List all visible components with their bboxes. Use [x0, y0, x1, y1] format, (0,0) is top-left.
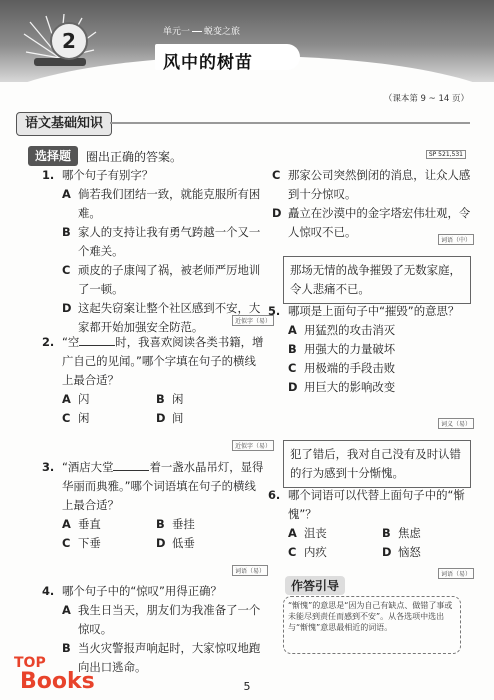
option-d[interactable]: D 这起失窃案让整个社区感到不安，大家都开始加强安全防范。	[62, 301, 261, 334]
topbooks-logo: TOP Books	[14, 655, 95, 694]
option-c[interactable]: C 内疚	[288, 545, 327, 559]
option-d[interactable]: D 矗立在沙漠中的金字塔宏伟壮观，令人惊叹不已。	[272, 206, 471, 239]
option-c[interactable]: C 下垂	[62, 536, 101, 550]
question-4: 4. 哪个句子中的“惊叹”用得正确？ A 我生日当天，朋友们为我准备了一个惊叹。 B 当火灾警报声响起时，大家惊叹地跑向出口逃命。	[42, 582, 264, 677]
option-c[interactable]: C 那家公司突然倒闭的消息，让众人感到十分惊叹。	[272, 168, 471, 201]
lesson-title: 风中的树苗	[163, 53, 253, 73]
option-a[interactable]: A 沮丧	[288, 526, 327, 540]
difficulty-tag: 词语（中）	[438, 234, 474, 245]
question-stem: “酒店大堂 着一盏水晶吊灯，显得华丽而典雅。”哪个词语填在句子的横线上最合适？	[62, 460, 264, 512]
question-stem: 哪个词语可以代替上面句子中的“惭愧”？	[288, 488, 465, 521]
question-6: 6. 哪个词语可以代替上面句子中的“惭愧”？ A 沮丧 B 焦虑 C 内疚 D 恼怒	[268, 486, 472, 562]
difficulty-tag: 近似字（易）	[232, 440, 274, 451]
page-number: 5	[243, 680, 251, 693]
answer-blank	[79, 334, 115, 346]
option-d[interactable]: D 低垂	[156, 536, 195, 550]
option-c[interactable]: C 闲	[62, 411, 90, 425]
answer-guide-title: 作答引导	[285, 576, 345, 595]
quoted-passage: 那场无情的战争摧毁了无数家庭，令人悲痛不已。	[283, 256, 471, 304]
textbook-reference: （课本第 9 ~ 14 页）	[383, 94, 469, 104]
page-header	[0, 0, 494, 82]
option-b[interactable]: B 闲	[156, 392, 184, 406]
lesson-number: 2	[50, 22, 88, 60]
instruction: 圈出正确的答案。	[86, 150, 183, 164]
answer-guide-text: “惭愧”的意思是“因为自己有缺点、做错了事或未能尽到责任而感到不安”。从各选项中选出与“惭愧”意思最相近的词语。	[283, 596, 461, 654]
sp-code: SP 521,531	[426, 150, 466, 159]
question-stem: 哪个句子有别字？	[62, 168, 154, 182]
difficulty-tag: 词语（易）	[438, 568, 474, 579]
option-a[interactable]: A 倘若我们团结一致，就能克服所有困难。	[62, 187, 261, 220]
quoted-passage: 犯了错后，我对自己没有及时认错的行为感到十分惭愧。	[283, 440, 471, 488]
section-heading: 语文基础知识	[16, 112, 112, 136]
option-a[interactable]: A 垂直	[62, 517, 101, 531]
difficulty-tag: 词语（易）	[232, 565, 268, 576]
question-stem: 哪项是上面句子中“摧毁”的意思？	[288, 304, 460, 318]
question-1: 1. 哪个句子有别字？ A 倘若我们团结一致，就能克服所有困难。 B 家人的支持让我有勇气跨越一个又一个难关。 C 顽皮的子康闯了祸，被老师严厉地训了一顿。 D 这起失窃案让整个社区感到不安，大家都开始加强安全防范。	[42, 166, 264, 337]
option-a[interactable]: A 我生日当天，朋友们为我准备了一个惊叹。	[62, 603, 261, 636]
unit-tag: 单元一 蜕变之旅	[163, 27, 241, 37]
option-d[interactable]: D 用巨大的影响改变	[288, 380, 396, 394]
question-3: 3. “酒店大堂 着一盏水晶吊灯，显得华丽而典雅。”哪个词语填在句子的横线上最合适？ A 垂直 B 垂挂 C 下垂 D 低垂	[42, 458, 264, 553]
difficulty-tag: 近似字（易）	[232, 315, 274, 326]
option-b[interactable]: B 当火灾警报声响起时，大家惊叹地跑向出口逃命。	[62, 641, 261, 674]
question-5: 5. 哪项是上面句子中“摧毁”的意思？ A 用猛烈的攻击消灭 B 用强大的力量破坏 C 用极端的手段击败 D 用巨大的影响改变	[268, 302, 472, 397]
option-b[interactable]: B 家人的支持让我有勇气跨越一个又一个难关。	[62, 225, 261, 258]
option-b[interactable]: B 垂挂	[156, 517, 195, 531]
option-a[interactable]: A 闪	[62, 392, 90, 406]
option-c[interactable]: C 顽皮的子康闯了祸，被老师严厉地训了一顿。	[62, 263, 261, 296]
option-b[interactable]: B 用强大的力量破坏	[288, 342, 396, 356]
question-2: 2. “空 时，我喜欢阅读各类书籍，增广自己的见闻。”哪个字填在句子的横线上最合适？ A 闪 B 闲 C 闲 D 间	[42, 333, 264, 428]
question-4-continued	[272, 166, 472, 242]
question-stem: “空 时，我喜欢阅读各类书籍，增广自己的见闻。”哪个字填在句子的横线上最合适？	[62, 335, 264, 387]
option-c[interactable]: C 用极端的手段击败	[288, 361, 396, 375]
option-a[interactable]: A 用猛烈的攻击消灭	[288, 323, 396, 337]
answer-blank	[113, 459, 149, 471]
question-type-badge: 选择题	[28, 146, 78, 166]
option-d[interactable]: D 间	[156, 411, 184, 425]
question-stem: 哪个句子中的“惊叹”用得正确？	[62, 584, 222, 598]
option-b[interactable]: B 焦虑	[382, 526, 421, 540]
option-d[interactable]: D 恼怒	[382, 545, 421, 559]
difficulty-tag: 词义（易）	[438, 418, 474, 429]
